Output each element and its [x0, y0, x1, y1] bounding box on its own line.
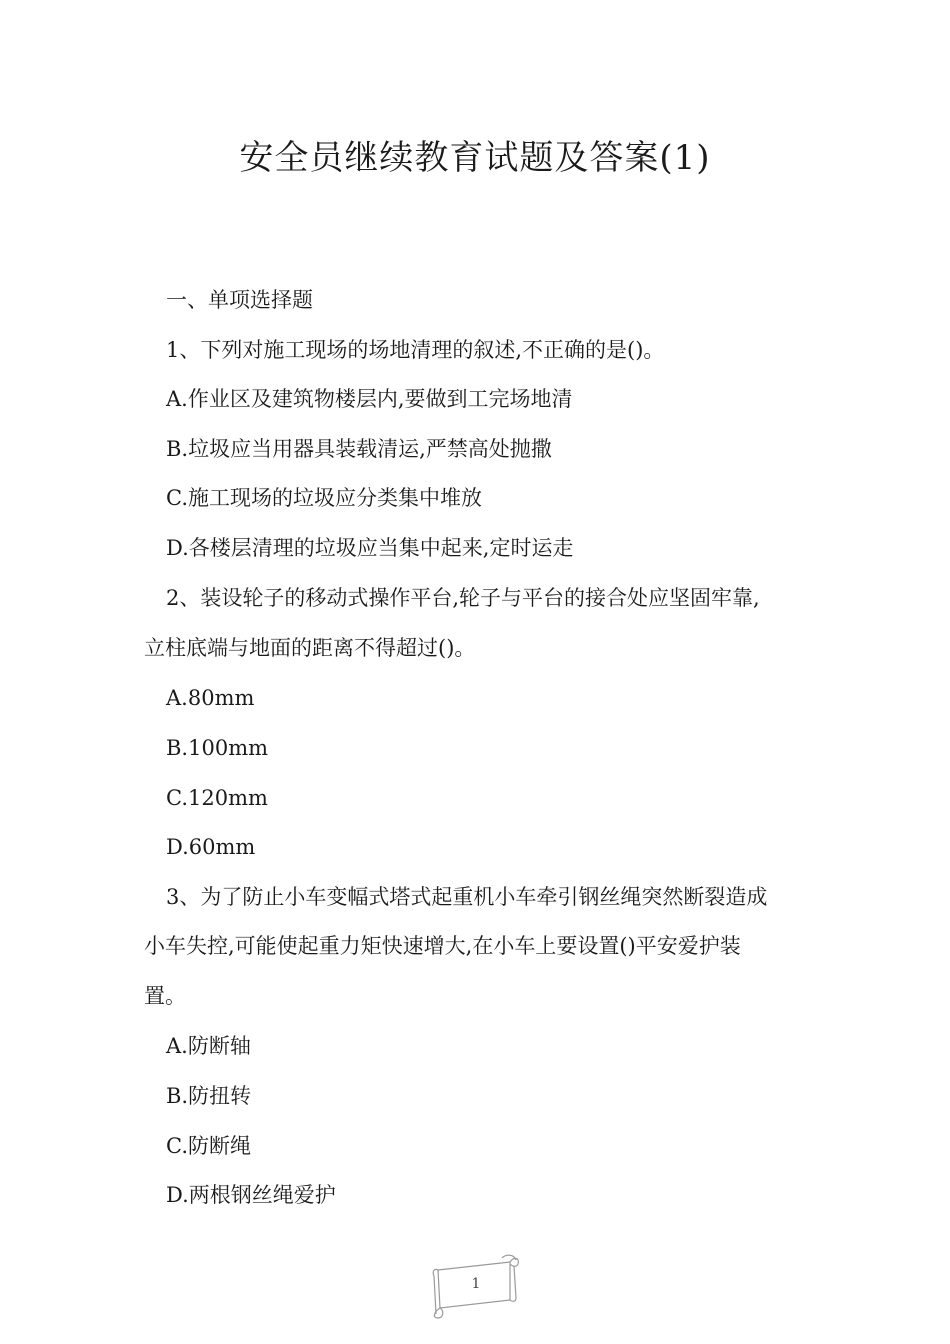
- question-3-stem-line-3: 置。: [144, 984, 186, 1008]
- question-1-option-d: D.各楼层清理的垃圾应当集中起来,定时运走: [166, 536, 574, 560]
- question-3-stem-line-1: 3、为了防止小车变幅式塔式起重机小车牵引钢丝绳突然断裂造成: [166, 885, 768, 909]
- question-2-option-a: A.80mm: [166, 686, 255, 710]
- section-heading: 一、单项选择题: [166, 288, 313, 312]
- question-2-option-b: B.100mm: [166, 736, 269, 760]
- question-1-option-b: B.垃圾应当用器具装载清运,严禁高处抛撒: [166, 437, 552, 461]
- question-3-option-d: D.两根钢丝绳爱护: [166, 1183, 336, 1207]
- question-3-option-b: B.防扭转: [166, 1084, 252, 1108]
- question-1-option-c: C.施工现场的垃圾应分类集中堆放: [166, 486, 482, 510]
- question-2-stem-line-2: 立柱底端与地面的距离不得超过()。: [144, 636, 476, 660]
- question-3-option-a: A.防断轴: [166, 1034, 251, 1058]
- page-number: 1: [471, 1276, 481, 1292]
- page-number-scroll: [430, 1252, 522, 1320]
- question-3-option-c: C.防断绳: [166, 1134, 251, 1158]
- question-2-option-c: C.120mm: [166, 786, 268, 810]
- question-3-stem-line-2: 小车失控,可能使起重力矩快速增大,在小车上要设置()平安爱护装: [144, 934, 741, 958]
- question-2-option-d: D.60mm: [166, 835, 256, 859]
- question-2-stem-line-1: 2、装设轮子的移动式操作平台,轮子与平台的接合处应坚固牢靠,: [166, 586, 760, 610]
- question-1-stem: 1、下列对施工现场的场地清理的叙述,不正确的是()。: [166, 338, 665, 362]
- question-1-option-a: A.作业区及建筑物楼层内,要做到工完场地清: [166, 387, 573, 411]
- document-title: 安全员继续教育试题及答案(1): [239, 138, 711, 178]
